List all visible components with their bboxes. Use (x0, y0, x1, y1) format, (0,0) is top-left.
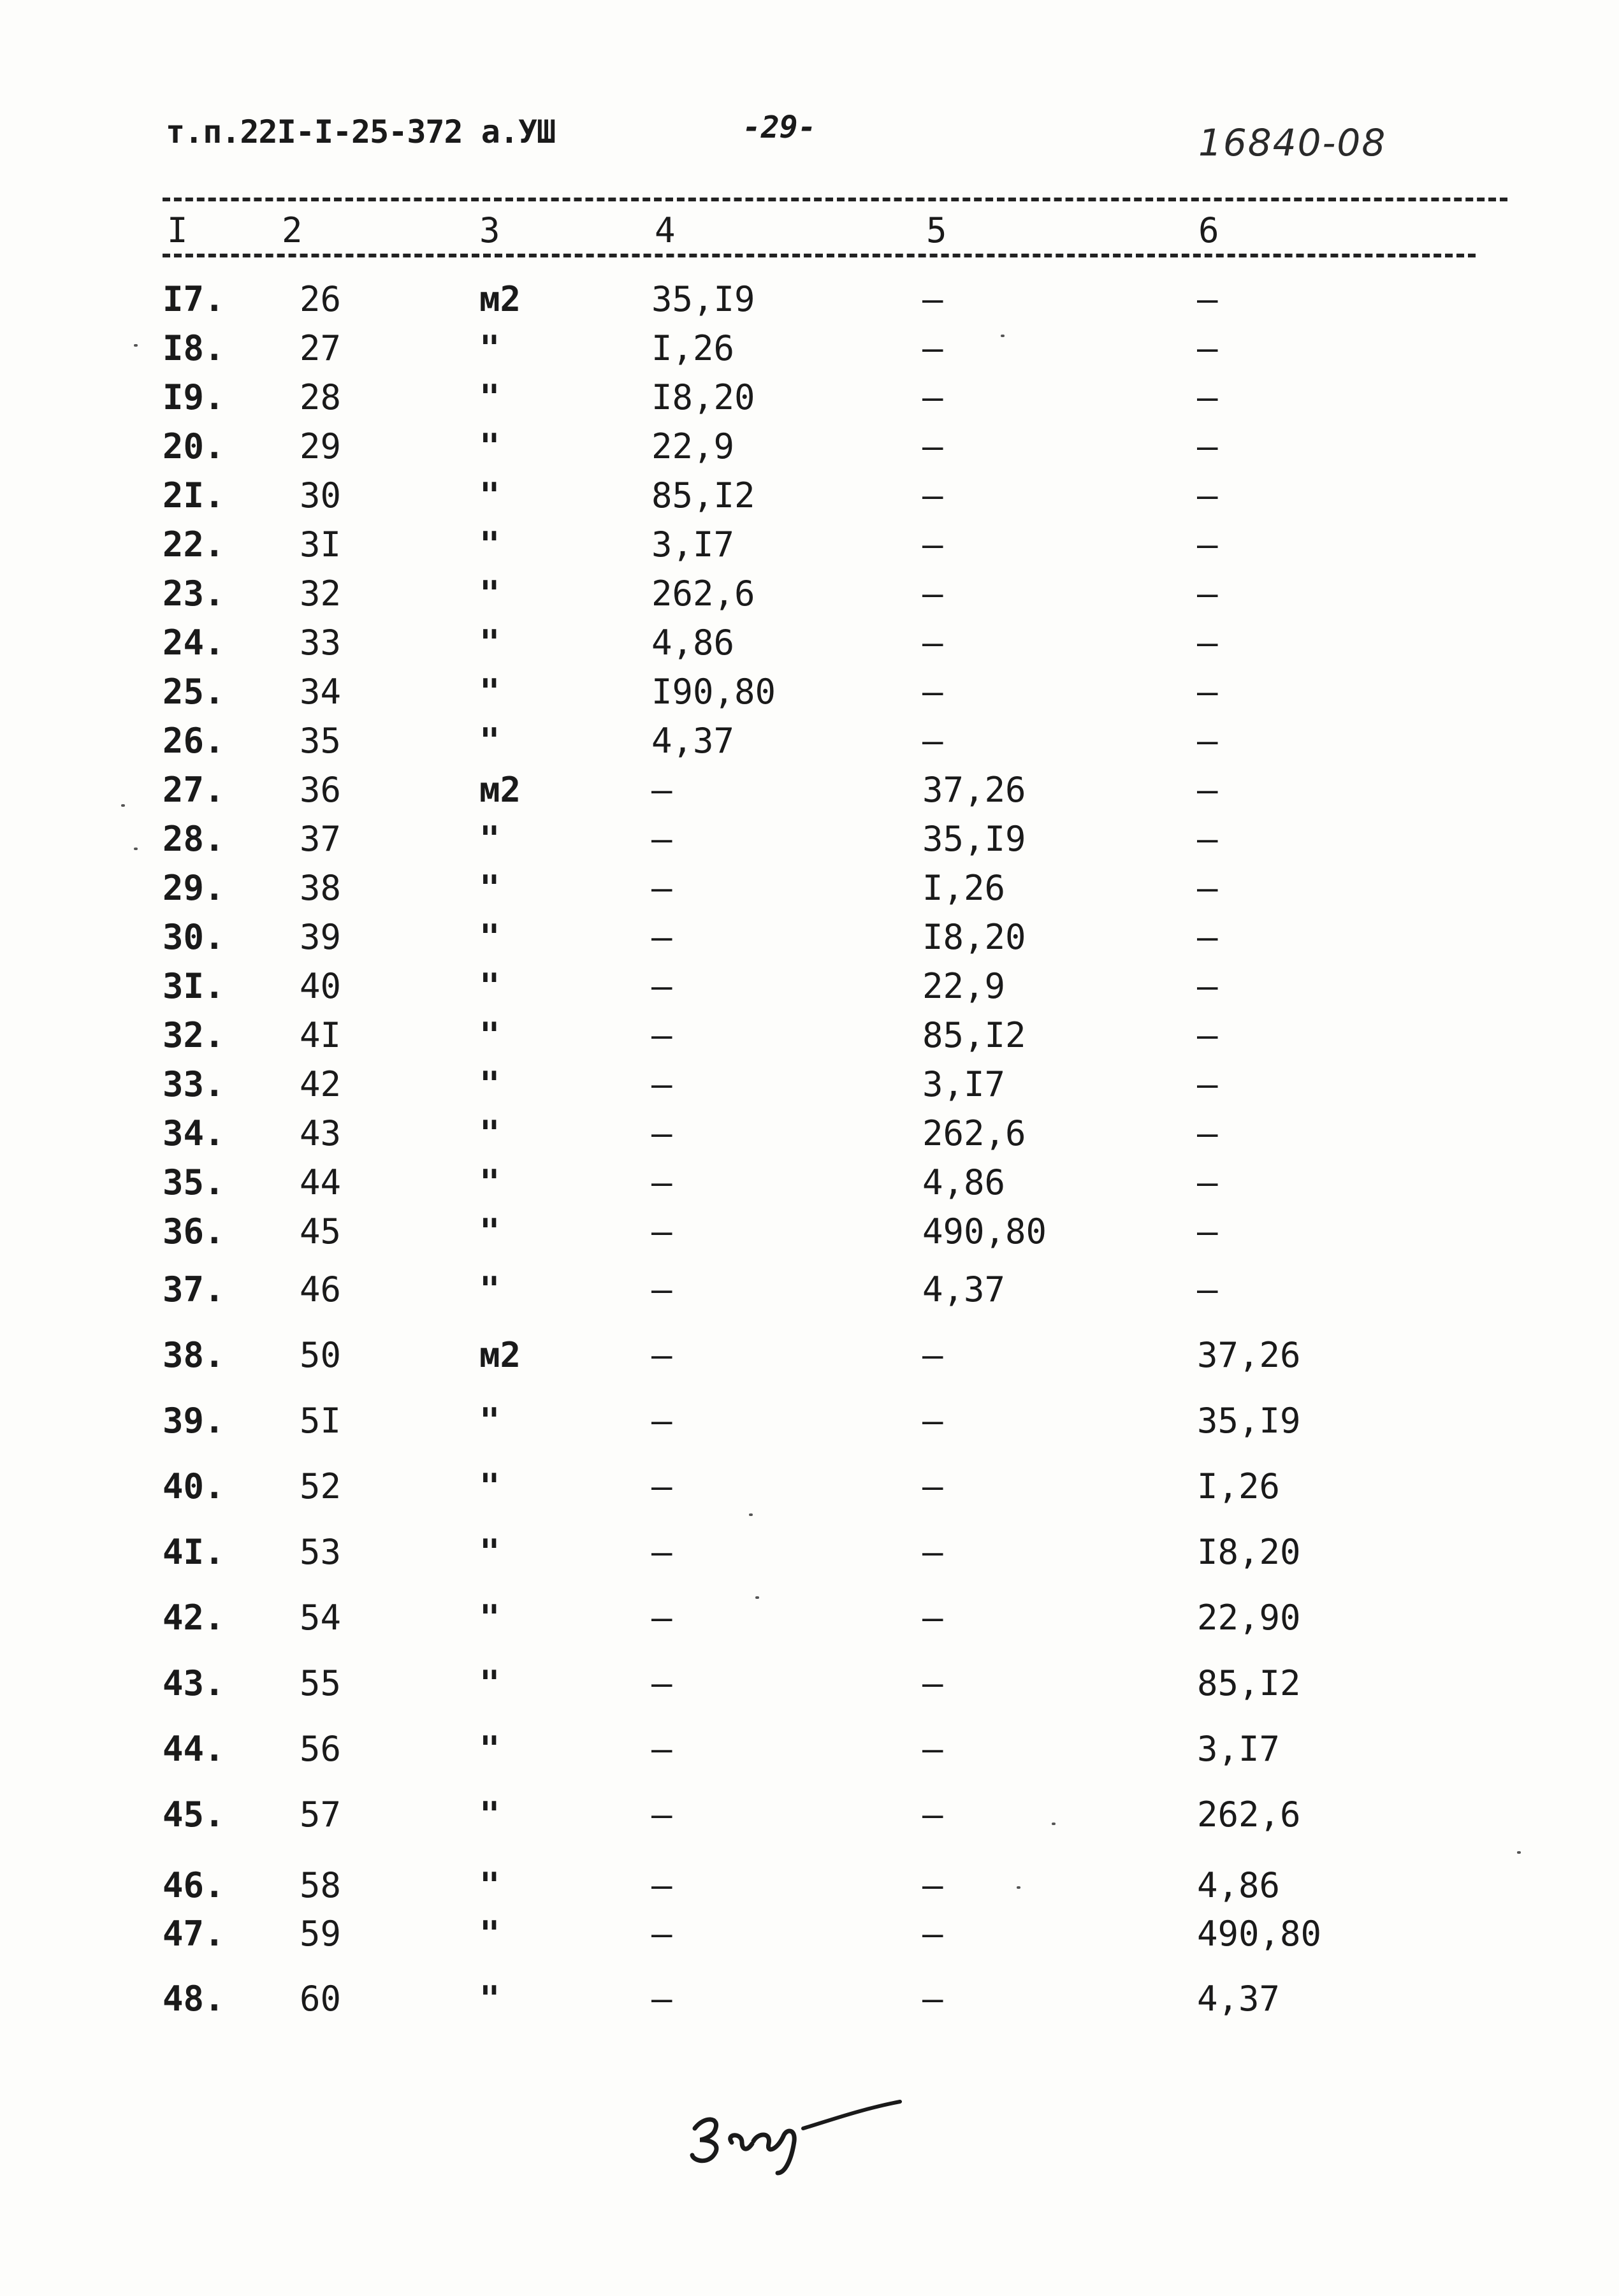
cell-col-2: 34 (300, 672, 342, 712)
cell-col-6: – (1197, 1269, 1218, 1310)
cell-col-5: – (922, 1532, 943, 1572)
column-header-6: 6 (1198, 210, 1219, 250)
cell-col-2: 60 (300, 1979, 342, 2019)
cell-col-5: 37,26 (922, 770, 1026, 810)
cell-col-1: 34. (163, 1113, 225, 1153)
cell-col-1: 23. (163, 574, 225, 614)
scan-speck (749, 1513, 753, 1516)
table-row (0, 966, 1619, 1011)
cell-col-4: 22,9 (651, 426, 735, 466)
cell-col-3: " (479, 1211, 500, 1252)
cell-col-2: 42 (300, 1064, 342, 1104)
cell-col-1: 27. (163, 770, 225, 810)
cell-col-4: – (651, 1401, 672, 1441)
cell-col-2: 33 (300, 623, 342, 663)
table-row (0, 475, 1619, 520)
cell-col-3: " (479, 328, 500, 368)
cell-col-4: – (651, 917, 672, 957)
cell-col-1: 38. (163, 1335, 225, 1375)
cell-col-6: – (1197, 524, 1218, 565)
cell-col-1: 44. (163, 1729, 225, 1769)
cell-col-2: 58 (300, 1865, 342, 1905)
cell-col-6: – (1197, 426, 1218, 466)
cell-col-1: 2I. (163, 475, 225, 516)
header-rule-top (163, 198, 1507, 201)
cell-col-3: " (479, 1979, 500, 2019)
cell-col-2: 44 (300, 1162, 342, 1202)
cell-col-6: 35,I9 (1197, 1401, 1301, 1441)
cell-col-1: 20. (163, 426, 225, 466)
cell-col-4: – (651, 1663, 672, 1703)
cell-col-5: – (922, 623, 943, 663)
cell-col-5: – (922, 721, 943, 761)
cell-col-1: I9. (163, 377, 225, 417)
cell-col-5: – (922, 524, 943, 565)
cell-col-1: 40. (163, 1466, 225, 1506)
page-number: -29- (743, 110, 817, 145)
cell-col-3: " (479, 1663, 500, 1703)
cell-col-3: " (479, 1269, 500, 1310)
cell-col-1: 32. (163, 1015, 225, 1055)
cell-col-3: " (479, 524, 500, 565)
cell-col-5: – (922, 1865, 943, 1905)
cell-col-2: 4I (300, 1015, 342, 1055)
cell-col-3: " (479, 1865, 500, 1905)
cell-col-6: – (1197, 279, 1218, 319)
scan-speck (121, 804, 125, 807)
cell-col-2: 32 (300, 574, 342, 614)
cell-col-4: I,26 (651, 328, 735, 368)
cell-col-6: – (1197, 475, 1218, 516)
cell-col-5: – (922, 1914, 943, 1954)
cell-col-1: 33. (163, 1064, 225, 1104)
table-row (0, 1914, 1619, 1958)
column-header-1: I (167, 210, 188, 250)
cell-col-2: 28 (300, 377, 342, 417)
cell-col-5: – (922, 426, 943, 466)
cell-col-4: – (651, 1979, 672, 2019)
table-row (0, 1064, 1619, 1109)
table-row (0, 1113, 1619, 1158)
cell-col-4: – (651, 1211, 672, 1252)
cell-col-6: 22,90 (1197, 1598, 1301, 1638)
cell-col-2: 50 (300, 1335, 342, 1375)
cell-col-6: – (1197, 1162, 1218, 1202)
cell-col-6: I8,20 (1197, 1532, 1301, 1572)
cell-col-6: – (1197, 917, 1218, 957)
cell-col-1: 29. (163, 868, 225, 908)
cell-col-6: – (1197, 868, 1218, 908)
cell-col-4: 3,I7 (651, 524, 735, 565)
cell-col-2: 52 (300, 1466, 342, 1506)
cell-col-6: 262,6 (1197, 1794, 1301, 1835)
cell-col-1: 47. (163, 1914, 225, 1954)
cell-col-5: – (922, 475, 943, 516)
column-header-4: 4 (655, 210, 676, 250)
cell-col-5: 4,37 (922, 1269, 1006, 1310)
cell-col-1: 45. (163, 1794, 225, 1835)
cell-col-3: " (479, 966, 500, 1006)
cell-col-5: – (922, 672, 943, 712)
cell-col-6: – (1197, 1211, 1218, 1252)
cell-col-3: " (479, 1729, 500, 1769)
table-row (0, 1269, 1619, 1314)
cell-col-4: I90,80 (651, 672, 776, 712)
scan-speck (1517, 1851, 1521, 1854)
cell-col-4: – (651, 868, 672, 908)
cell-col-1: 39. (163, 1401, 225, 1441)
cell-col-4: 262,6 (651, 574, 755, 614)
cell-col-4: – (651, 1015, 672, 1055)
cell-col-6: – (1197, 1113, 1218, 1153)
scan-speck (755, 1596, 759, 1599)
cell-col-6: – (1197, 328, 1218, 368)
cell-col-1: 30. (163, 917, 225, 957)
cell-col-5: 35,I9 (922, 819, 1026, 859)
cell-col-5: – (922, 574, 943, 614)
cell-col-5: – (922, 1335, 943, 1375)
cell-col-5: – (922, 1598, 943, 1638)
cell-col-1: 25. (163, 672, 225, 712)
cell-col-2: 40 (300, 966, 342, 1006)
cell-col-3: " (479, 868, 500, 908)
cell-col-4: – (651, 1914, 672, 1954)
cell-col-3: " (479, 623, 500, 663)
cell-col-6: 4,86 (1197, 1865, 1281, 1905)
table-row (0, 1865, 1619, 1910)
table-row (0, 623, 1619, 667)
table-row (0, 1335, 1619, 1380)
cell-col-2: 5I (300, 1401, 342, 1441)
cell-col-6: – (1197, 966, 1218, 1006)
cell-col-6: – (1197, 672, 1218, 712)
cell-col-4: 4,86 (651, 623, 735, 663)
cell-col-3: " (479, 1064, 500, 1104)
cell-col-6: 85,I2 (1197, 1663, 1301, 1703)
table-row (0, 426, 1619, 471)
cell-col-1: 48. (163, 1979, 225, 2019)
table-row (0, 1729, 1619, 1773)
cell-col-2: 30 (300, 475, 342, 516)
table-row (0, 672, 1619, 716)
column-header-5: 5 (926, 210, 947, 250)
cell-col-5: 490,80 (922, 1211, 1047, 1252)
cell-col-3: " (479, 1914, 500, 1954)
cell-col-1: 3I. (163, 966, 225, 1006)
scan-speck (1017, 1886, 1020, 1889)
table-row (0, 1015, 1619, 1060)
table-row (0, 1401, 1619, 1445)
table-row (0, 819, 1619, 863)
scan-speck (1001, 335, 1005, 337)
cell-col-6: – (1197, 377, 1218, 417)
cell-col-2: 27 (300, 328, 342, 368)
cell-col-3: " (479, 1015, 500, 1055)
cell-col-3: м2 (479, 770, 521, 810)
cell-col-3: м2 (479, 1335, 521, 1375)
cell-col-5: – (922, 377, 943, 417)
cell-col-4: – (651, 1598, 672, 1638)
cell-col-2: 45 (300, 1211, 342, 1252)
cell-col-2: 35 (300, 721, 342, 761)
table-row (0, 377, 1619, 422)
cell-col-1: 43. (163, 1663, 225, 1703)
cell-col-3: " (479, 819, 500, 859)
handwritten-signature (676, 2071, 918, 2179)
table-row (0, 868, 1619, 913)
cell-col-4: – (651, 966, 672, 1006)
cell-col-2: 54 (300, 1598, 342, 1638)
cell-col-4: 35,I9 (651, 279, 755, 319)
table-row (0, 1532, 1619, 1577)
cell-col-3: " (479, 721, 500, 761)
cell-col-3: " (479, 672, 500, 712)
cell-col-3: " (479, 574, 500, 614)
table-row (0, 1211, 1619, 1256)
cell-col-4: – (651, 1335, 672, 1375)
cell-col-3: м2 (479, 279, 521, 319)
header-rule-bottom (163, 254, 1476, 257)
cell-col-1: 46. (163, 1865, 225, 1905)
cell-col-1: 22. (163, 524, 225, 565)
cell-col-5: 22,9 (922, 966, 1006, 1006)
cell-col-1: I8. (163, 328, 225, 368)
cell-col-3: " (479, 426, 500, 466)
cell-col-1: I7. (163, 279, 225, 319)
cell-col-3: " (479, 1794, 500, 1835)
cell-col-2: 36 (300, 770, 342, 810)
cell-col-3: " (479, 917, 500, 957)
cell-col-4: – (651, 770, 672, 810)
cell-col-6: – (1197, 770, 1218, 810)
cell-col-2: 37 (300, 819, 342, 859)
cell-col-6: I,26 (1197, 1466, 1281, 1506)
table-row (0, 770, 1619, 814)
cell-col-1: 24. (163, 623, 225, 663)
cell-col-2: 59 (300, 1914, 342, 1954)
cell-col-2: 56 (300, 1729, 342, 1769)
cell-col-5: I8,20 (922, 917, 1026, 957)
column-header-3: 3 (479, 210, 500, 250)
table-row (0, 1979, 1619, 2023)
cell-col-6: – (1197, 721, 1218, 761)
cell-col-2: 29 (300, 426, 342, 466)
cell-col-4: 4,37 (651, 721, 735, 761)
cell-col-4: I8,20 (651, 377, 755, 417)
table-row (0, 1598, 1619, 1642)
cell-col-6: – (1197, 623, 1218, 663)
cell-col-1: 42. (163, 1598, 225, 1638)
cell-col-2: 43 (300, 1113, 342, 1153)
cell-col-2: 39 (300, 917, 342, 957)
cell-col-4: – (651, 1865, 672, 1905)
cell-col-3: " (479, 475, 500, 516)
cell-col-3: " (479, 1401, 500, 1441)
cell-col-5: – (922, 1663, 943, 1703)
cell-col-4: – (651, 1113, 672, 1153)
cell-col-1: 36. (163, 1211, 225, 1252)
cell-col-5: – (922, 1979, 943, 2019)
cell-col-5: – (922, 1466, 943, 1506)
cell-col-3: " (479, 377, 500, 417)
table-row (0, 721, 1619, 765)
handwritten-inventory-number: 16840-08 (1198, 121, 1387, 164)
cell-col-1: 26. (163, 721, 225, 761)
cell-col-2: 38 (300, 868, 342, 908)
cell-col-2: 26 (300, 279, 342, 319)
cell-col-5: – (922, 1729, 943, 1769)
cell-col-5: – (922, 1401, 943, 1441)
cell-col-1: 37. (163, 1269, 225, 1310)
cell-col-5: 85,I2 (922, 1015, 1026, 1055)
cell-col-3: " (479, 1532, 500, 1572)
column-header-2: 2 (282, 210, 303, 250)
table-row (0, 279, 1619, 324)
table-row (0, 1794, 1619, 1839)
cell-col-3: " (479, 1466, 500, 1506)
cell-col-4: – (651, 1064, 672, 1104)
cell-col-6: – (1197, 574, 1218, 614)
cell-col-6: – (1197, 1064, 1218, 1104)
cell-col-6: 4,37 (1197, 1979, 1281, 2019)
cell-col-4: – (651, 1162, 672, 1202)
cell-col-5: 4,86 (922, 1162, 1006, 1202)
cell-col-2: 53 (300, 1532, 342, 1572)
cell-col-5: 3,I7 (922, 1064, 1006, 1104)
cell-col-6: 3,I7 (1197, 1729, 1281, 1769)
cell-col-4: – (651, 819, 672, 859)
cell-col-6: – (1197, 1015, 1218, 1055)
cell-col-2: 55 (300, 1663, 342, 1703)
scan-speck (1052, 1823, 1056, 1825)
cell-col-4: 85,I2 (651, 475, 755, 516)
cell-col-2: 3I (300, 524, 342, 565)
table-row (0, 328, 1619, 373)
cell-col-3: " (479, 1598, 500, 1638)
cell-col-4: – (651, 1466, 672, 1506)
table-row (0, 1663, 1619, 1708)
cell-col-6: 490,80 (1197, 1914, 1322, 1954)
table-row (0, 1162, 1619, 1207)
cell-col-6: 37,26 (1197, 1335, 1301, 1375)
table-row (0, 917, 1619, 962)
cell-col-4: – (651, 1794, 672, 1835)
cell-col-1: 35. (163, 1162, 225, 1202)
cell-col-5: I,26 (922, 868, 1006, 908)
document-code: т.п.22I-I-25-372 а.УШ (166, 113, 556, 150)
cell-col-3: " (479, 1162, 500, 1202)
cell-col-1: 4I. (163, 1532, 225, 1572)
cell-col-3: " (479, 1113, 500, 1153)
table-row (0, 1466, 1619, 1511)
cell-col-1: 28. (163, 819, 225, 859)
cell-col-4: – (651, 1729, 672, 1769)
table-row (0, 574, 1619, 618)
cell-col-5: – (922, 328, 943, 368)
cell-col-5: – (922, 1794, 943, 1835)
table-row (0, 524, 1619, 569)
cell-col-4: – (651, 1269, 672, 1310)
scan-speck (134, 344, 138, 347)
cell-col-4: – (651, 1532, 672, 1572)
cell-col-2: 46 (300, 1269, 342, 1310)
cell-col-5: – (922, 279, 943, 319)
cell-col-2: 57 (300, 1794, 342, 1835)
scan-speck (134, 848, 138, 850)
cell-col-6: – (1197, 819, 1218, 859)
cell-col-5: 262,6 (922, 1113, 1026, 1153)
